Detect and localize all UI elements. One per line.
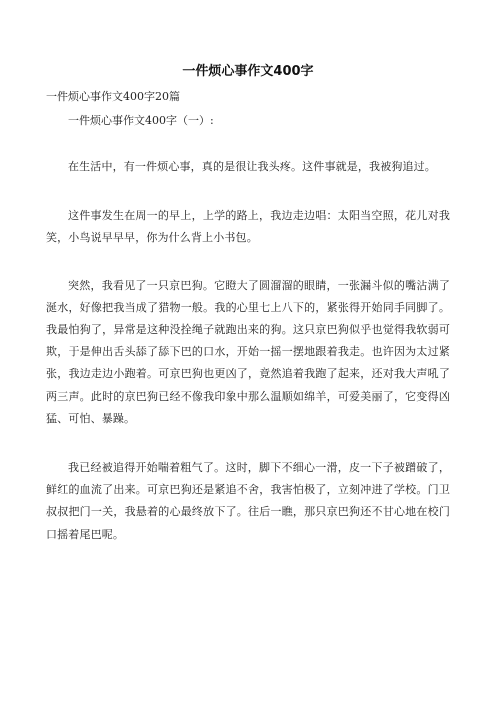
paragraph-3: 突然，我看见了一只京巴狗。它瞪大了圆溜溜的眼睛，一张漏斗似的嘴沾满了涎水，好像把我当成了猎物一般。我的心里七上八下的，紧张得开始同手同脚了。我最怕狗了，异常是这种没拴绳子就跑出来的狗。这只京巴狗似乎也觉得我软弱可欺，于是伸出舌头舔了舔下巴的口水，开始一摇一摆地跟着我走。也许因为太过紧张，我边走边小跑着。可京巴狗也更凶了，竟然追着我跑了起来，还对我大声吼了两三声。此时的京巴狗已经不像我印象中那么温顺如绵羊，可爱美丽了，它变得凶猛、可怕、暴躁。 [46,278,450,425]
document-subtitle: 一件烦心事作文400字20篇 [46,90,180,103]
paragraph-1: 在生活中，有一件烦心事，真的是很让我头疼。这件事就是，我被狗追过。 [68,160,436,173]
document-page [46,62,450,546]
document-title: 一件烦心事作文400字 [182,64,314,79]
paragraph-2: 这件事发生在周一的早上，上学的路上，我边走边唱：太阳当空照，花儿对我笑，小鸟说早早早，你为什么背上小书包。 [46,209,450,245]
section-heading: 一件烦心事作文400字（一）: [68,114,214,127]
paragraph-4: 我已经被追得开始喘着粗气了。这时，脚下不细心一滑，皮一下子被蹭破了，鲜红的血流了出来。可京巴狗还是紧追不舍，我害怕极了，立刻冲进了学校。门卫叔叔把门一关，我悬着的心最终放下了。往后一瞧，那只京巴狗还不甘心地在校门口摇着尾巴呢。 [46,461,450,541]
